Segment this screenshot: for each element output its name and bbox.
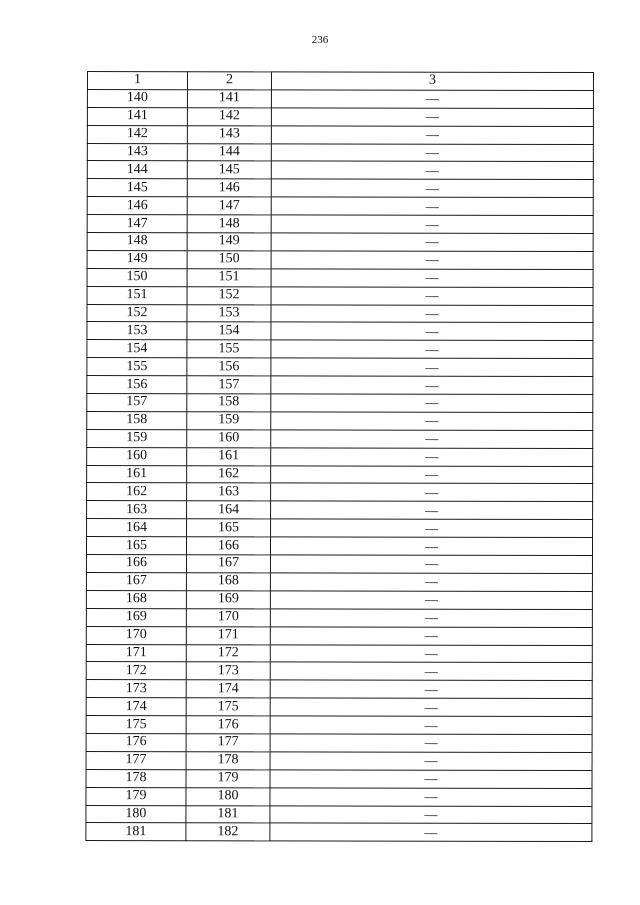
table-cell-col-1: 142: [87, 125, 187, 143]
table-cell-col-3: —: [270, 734, 592, 753]
table-cell-col-2: 172: [186, 644, 270, 662]
table-cell-col-3: —: [271, 304, 593, 323]
table-cell-col-3: —: [271, 197, 593, 216]
table-row: [86, 537, 592, 556]
table-cell-col-1: 165: [86, 537, 186, 555]
table-header-row: [87, 72, 593, 91]
table-cell-col-2: 141: [187, 90, 271, 108]
table-cell-col-2: 160: [187, 430, 271, 448]
table-row: [87, 179, 593, 198]
table-cell-col-2: 166: [186, 537, 270, 555]
table-cell-col-3: —: [270, 662, 592, 681]
table-cell-col-1: 161: [87, 465, 187, 483]
table-row: [86, 787, 592, 806]
table-cell-col-3: —: [271, 108, 593, 127]
table-row: [87, 322, 593, 341]
table-cell-col-1: 157: [87, 394, 187, 412]
table-row: [86, 698, 592, 717]
table-cell-col-1: 175: [86, 716, 186, 734]
table-cell-col-3: —: [271, 233, 593, 252]
table-cell-col-1: 154: [87, 340, 187, 358]
table-cell-col-2: 153: [187, 304, 271, 322]
table-cell-col-3: —: [271, 448, 593, 467]
table-cell-col-2: 170: [186, 608, 270, 626]
table-cell-col-2: 148: [187, 215, 271, 233]
table-row: [87, 89, 593, 108]
table-cell-col-1: 178: [86, 769, 186, 787]
table-cell-col-3: —: [271, 161, 593, 180]
table-row: [87, 143, 593, 162]
table-cell-col-1: 148: [87, 233, 187, 251]
table-cell-col-3: —: [270, 770, 592, 789]
table-row: [87, 125, 593, 144]
table-cell-col-3: —: [271, 90, 593, 109]
table-cell-col-1: 163: [87, 501, 187, 519]
table-cell-col-2: 156: [187, 358, 271, 376]
table-row: [87, 376, 593, 395]
table-cell-col-2: 164: [187, 501, 271, 519]
table-row: [86, 555, 592, 574]
table-row: [86, 733, 592, 752]
table-cell-col-1: 164: [87, 519, 187, 537]
table-cell-col-1: 159: [87, 429, 187, 447]
table-row: [87, 519, 593, 538]
table-cell-col-3: —: [271, 126, 593, 145]
table-row: [87, 465, 593, 484]
page-number: 236: [311, 34, 329, 46]
table-cell-col-3: —: [270, 680, 592, 699]
table-cell-col-2: 180: [186, 787, 270, 805]
table-cell-col-1: 169: [86, 608, 186, 626]
table-cell-col-1: 151: [87, 286, 187, 304]
table-cell-col-2: 152: [187, 286, 271, 304]
table-row: [86, 590, 592, 609]
table-cell-col-1: 144: [87, 161, 187, 179]
table-cell-col-2: 181: [186, 805, 270, 823]
table-cell-col-3: —: [270, 537, 592, 556]
table-cell-col-1: 162: [87, 483, 187, 501]
table-cell-col-3: —: [271, 179, 593, 198]
table-cell-col-2: 145: [187, 161, 271, 179]
table-cell-col-3: —: [271, 340, 593, 359]
table-row: [86, 716, 592, 735]
table-cell-col-1: 179: [86, 787, 186, 805]
table-cell-col-3: —: [271, 322, 593, 341]
table-cell-col-1: 180: [86, 805, 186, 823]
table-cell-col-3: —: [271, 251, 593, 270]
table-cell-col-2: 154: [187, 322, 271, 340]
table-cell-col-3: —: [271, 519, 593, 538]
table-cell-col-3: —: [271, 358, 593, 377]
table-row: [87, 447, 593, 466]
table-row: [87, 197, 593, 216]
table-cell-col-3: —: [271, 269, 593, 288]
table-cell-col-1: 145: [87, 179, 187, 197]
table-cell-col-1: 152: [87, 304, 187, 322]
table-cell-col-1: 174: [86, 698, 186, 716]
table-cell-col-1: 149: [87, 250, 187, 268]
table-cell-col-1: 153: [87, 322, 187, 340]
table-cell-col-1: 168: [86, 590, 186, 608]
table-row: [87, 161, 593, 180]
table-cell-col-3: —: [271, 483, 593, 502]
table-row: [86, 572, 592, 591]
table-cell-col-2: 177: [186, 734, 270, 752]
table-cell-col-1: 170: [86, 626, 186, 644]
table-cell-col-2: 159: [187, 412, 271, 430]
table-row: [86, 680, 592, 699]
column-header-1: 1: [87, 72, 187, 90]
table-row: [87, 394, 593, 413]
table-cell-col-2: 155: [187, 340, 271, 358]
table-row: [87, 304, 593, 323]
table-cell-col-2: 168: [186, 573, 270, 591]
table-row: [86, 662, 592, 681]
table-cell-col-3: —: [270, 591, 592, 610]
table-row: [87, 340, 593, 359]
table-cell-col-2: 171: [186, 626, 270, 644]
table-cell-col-2: 167: [186, 555, 270, 573]
table-row: [86, 644, 592, 663]
table-cell-col-1: 143: [87, 143, 187, 161]
data-table: [85, 71, 594, 842]
table-cell-col-1: 173: [86, 680, 186, 698]
table-cell-col-2: 175: [186, 698, 270, 716]
table-cell-col-2: 176: [186, 716, 270, 734]
table-cell-col-1: 160: [87, 447, 187, 465]
table-cell-col-3: —: [270, 573, 592, 592]
table-cell-col-1: 171: [86, 644, 186, 662]
table-row: [87, 429, 593, 448]
table-row: [86, 626, 592, 645]
table-cell-col-3: —: [271, 287, 593, 306]
table-cell-col-2: 174: [186, 680, 270, 698]
table-row: [87, 286, 593, 305]
table-cell-col-3: —: [271, 465, 593, 484]
table-cell-col-3: —: [271, 412, 593, 431]
table-row: [87, 215, 593, 234]
table-cell-col-2: 149: [187, 233, 271, 251]
table-cell-col-1: 141: [87, 107, 187, 125]
table-cell-col-2: 150: [187, 251, 271, 269]
table-row: [86, 823, 592, 842]
table-row: [86, 805, 592, 824]
table-cell-col-3: —: [270, 823, 592, 842]
table-cell-col-2: 142: [187, 107, 271, 125]
table-row: [87, 411, 593, 430]
table-cell-col-3: —: [270, 644, 592, 663]
table-cell-col-3: —: [270, 555, 592, 574]
table-row: [86, 769, 592, 788]
table-cell-col-2: 146: [187, 179, 271, 197]
column-header-2: 2: [187, 72, 271, 90]
table-cell-col-3: —: [270, 752, 592, 771]
table-cell-col-2: 163: [187, 483, 271, 501]
table-cell-col-3: —: [271, 501, 593, 520]
table-cell-col-2: 151: [187, 269, 271, 287]
table-cell-col-1: 177: [86, 751, 186, 769]
table-cell-col-1: 166: [86, 555, 186, 573]
table-row: [87, 250, 593, 269]
table-cell-col-2: 147: [187, 197, 271, 215]
table-cell-col-1: 150: [87, 268, 187, 286]
table-cell-col-3: —: [271, 430, 593, 449]
table-cell-col-2: 169: [186, 591, 270, 609]
table-cell-col-3: —: [271, 143, 593, 162]
table-cell-col-1: 147: [87, 215, 187, 233]
table-cell-col-3: —: [270, 609, 592, 628]
table-cell-col-2: 178: [186, 752, 270, 770]
table-row: [87, 268, 593, 287]
table-cell-col-1: 146: [87, 197, 187, 215]
table-body: [86, 89, 594, 841]
table-row: [87, 358, 593, 377]
table-cell-col-1: 155: [87, 358, 187, 376]
table-cell-col-1: 172: [86, 662, 186, 680]
table-cell-col-1: 176: [86, 733, 186, 751]
table-cell-col-2: 144: [187, 143, 271, 161]
table-row: [87, 107, 593, 126]
table-cell-col-1: 181: [86, 823, 186, 841]
table-cell-col-1: 156: [87, 376, 187, 394]
table-cell-col-3: —: [270, 626, 592, 645]
table-cell-col-2: 182: [186, 823, 270, 841]
table-cell-col-3: —: [271, 215, 593, 234]
table-cell-col-2: 162: [187, 465, 271, 483]
table-cell-col-2: 157: [187, 376, 271, 394]
table-cell-col-3: —: [270, 716, 592, 735]
table-cell-col-2: 173: [186, 662, 270, 680]
table-cell-col-2: 158: [187, 394, 271, 412]
table-row: [86, 608, 592, 627]
table-row: [87, 501, 593, 520]
table-cell-col-2: 143: [187, 125, 271, 143]
table-row: [87, 483, 593, 502]
table-cell-col-3: —: [271, 394, 593, 413]
table-cell-col-2: 161: [187, 447, 271, 465]
column-header-3: 3: [271, 72, 593, 91]
table-cell-col-3: —: [270, 788, 592, 807]
table-cell-col-2: 179: [186, 769, 270, 787]
table-row: [87, 233, 593, 252]
table-cell-col-3: —: [270, 805, 592, 824]
table-cell-col-1: 140: [87, 89, 187, 107]
table-cell-col-1: 158: [87, 411, 187, 429]
table-cell-col-1: 167: [86, 572, 186, 590]
table-row: [86, 751, 592, 770]
table-cell-col-2: 165: [187, 519, 271, 537]
table-cell-col-3: —: [270, 698, 592, 717]
table-cell-col-3: —: [271, 376, 593, 395]
